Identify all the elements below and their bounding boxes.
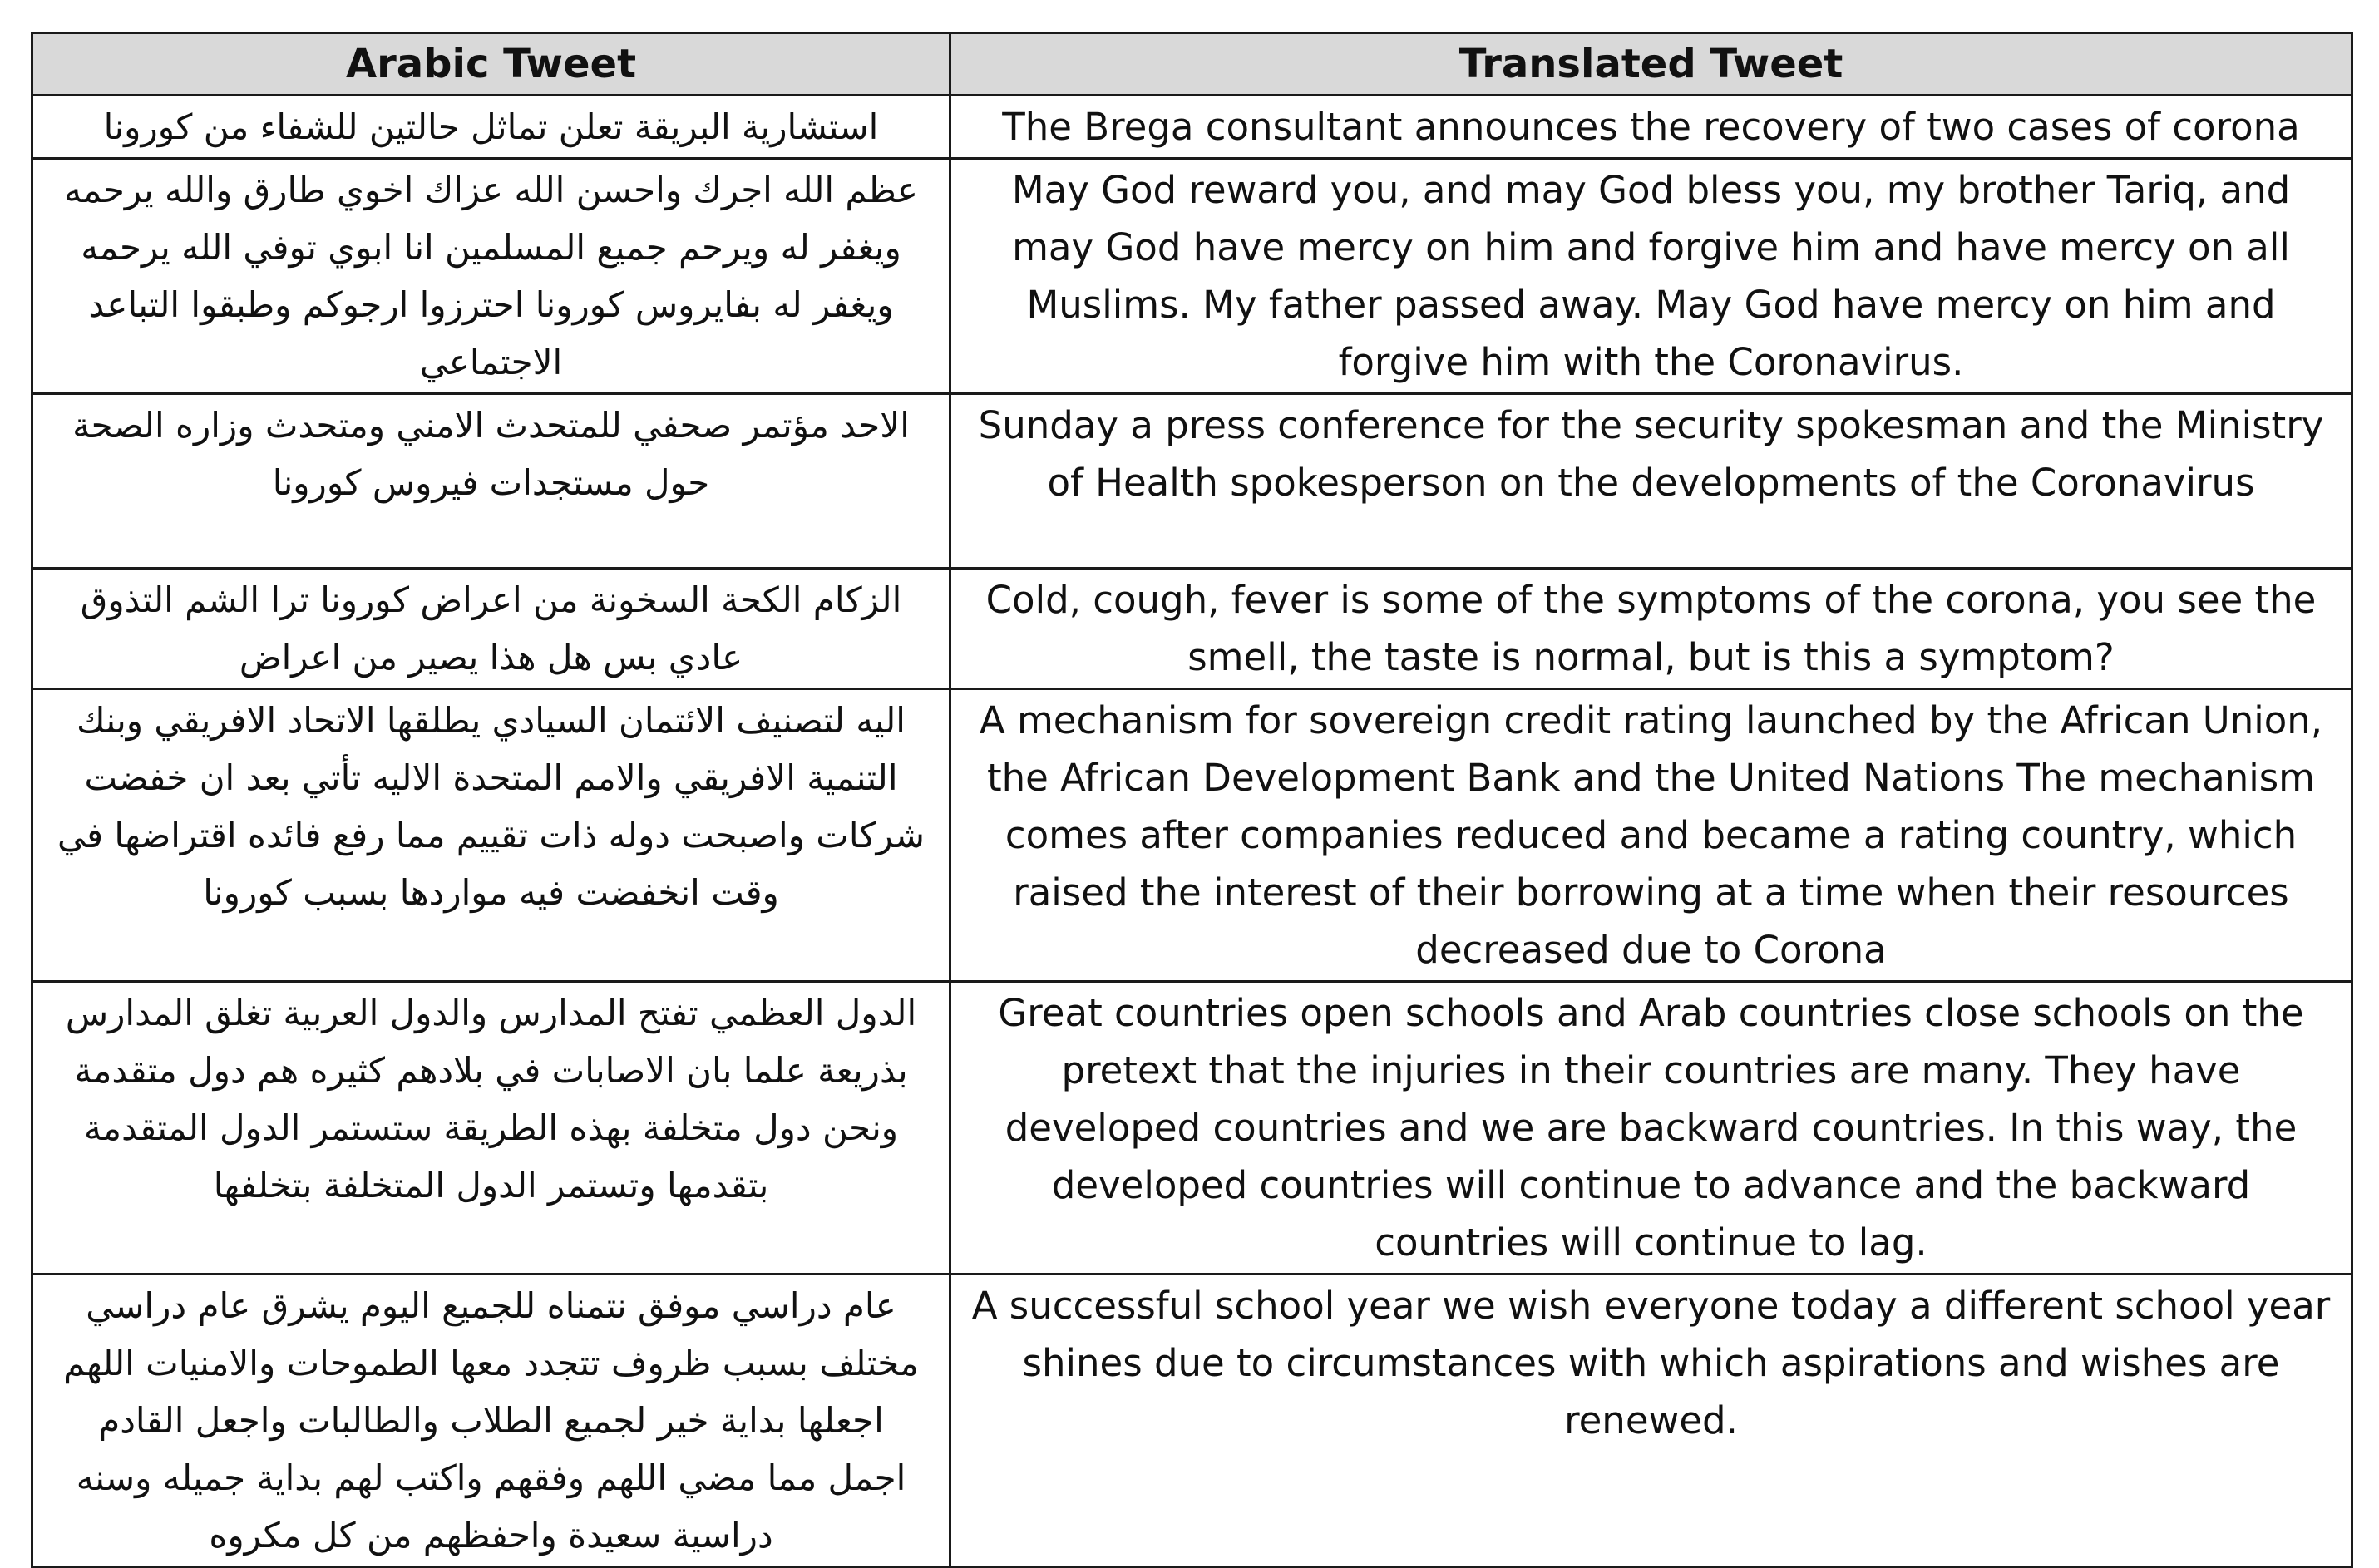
arabic-tweet-cell: عام دراسي موفق نتمناه للجميع اليوم يشرق عام دراسي مختلف بسبب ظروف تتجدد معها الطموحات والامنيات اللهم اجعلها بداية خير لجميع الطلاب والطالبات واجعل القادم اجمل مما مضي اللهم وفقهم واكتب لهم بداية جميله وسنه دراسية سعيدة واحفظهم من كل مكروه — [32, 1275, 950, 1567]
translated-tweet-header: Translated Tweet — [950, 33, 2352, 96]
arabic-tweet-cell: الاحد مؤتمر صحفي للمتحدث الامني ومتحدث وزاره الصحة حول مستجدات فيروس كورونا — [32, 394, 950, 569]
arabic-tweet-cell: استشارية البريقة تعلن تماثل حالتين للشفاء من كورونا — [32, 96, 950, 159]
table-row — [32, 569, 2352, 689]
header-row — [32, 33, 2352, 96]
translated-tweet-cell: A mechanism for sovereign credit rating launched by the African Union, the African Development Bank and the United Nations The mechanism comes after companies reduced and became a rating country, which raised the interest of their borrowing at a time when their resources decreased due to Corona — [950, 689, 2352, 982]
translated-tweet-cell: A successful school year we wish everyone today a different school year shines due to circumstances with which aspirations and wishes are renewed. — [950, 1275, 2352, 1567]
arabic-tweet-header: Arabic Tweet — [32, 33, 950, 96]
tweet-translation-table — [31, 32, 2353, 1568]
table-row — [32, 394, 2352, 569]
table-row — [32, 96, 2352, 159]
translated-tweet-cell: May God reward you, and may God bless you, my brother Tariq, and may God have mercy on him and forgive him and have mercy on all Muslims. My father passed away. May God have mercy on him and forgive him with the Coronavirus. — [950, 159, 2352, 394]
arabic-tweet-cell: اليه لتصنيف الائتمان السيادي يطلقها الاتحاد الافريقي وبنك التنمية الافريقي والامم المتحدة الاليه تأتي بعد ان خفضت شركات واصبحت دوله ذات تقييم مما رفع فائده اقتراضها في وقت انخفضت فيه مواردها بسبب كورونا — [32, 689, 950, 982]
translated-tweet-cell: The Brega consultant announces the recovery of two cases of corona — [950, 96, 2352, 159]
translated-tweet-cell: Great countries open schools and Arab countries close schools on the pretext that the injuries in their countries are many. They have developed countries and we are backward countries. In this way, the developed countries will continue to advance and the backward countries will continue to lag. — [950, 982, 2352, 1275]
arabic-tweet-cell: الدول العظمي تفتح المدارس والدول العربية تغلق المدارس بذريعة علما بان الاصابات في بلادهم كثيره هم دول متقدمة ونحن دول متخلفة بهذه الطريقة ستستمر الدول المتقدمة بتقدمها وتستمر الدول المتخلفة بتخلفها — [32, 982, 950, 1275]
table-row — [32, 1275, 2352, 1567]
table-row — [32, 689, 2352, 982]
translated-tweet-cell: Cold, cough, fever is some of the symptoms of the corona, you see the smell, the taste is normal, but is this a symptom? — [950, 569, 2352, 689]
translated-tweet-cell: Sunday a press conference for the security spokesman and the Ministry of Health spokesperson on the developments of the Coronavirus — [950, 394, 2352, 569]
arabic-tweet-cell: الزكام الكحة السخونة من اعراض كورونا ترا الشم التذوق عادي بس هل هذا يصير من اعراض — [32, 569, 950, 689]
table-row — [32, 159, 2352, 394]
arabic-tweet-cell: عظم الله اجرك واحسن الله عزاك اخوي طارق والله يرحمه ويغفر له ويرحم جميع المسلمين انا ابوي توفي الله يرحمه ويغفر له بفايروس كورونا احترزوا ارجوكم وطبقوا التباعد الاجتماعي — [32, 159, 950, 394]
table-row — [32, 982, 2352, 1275]
